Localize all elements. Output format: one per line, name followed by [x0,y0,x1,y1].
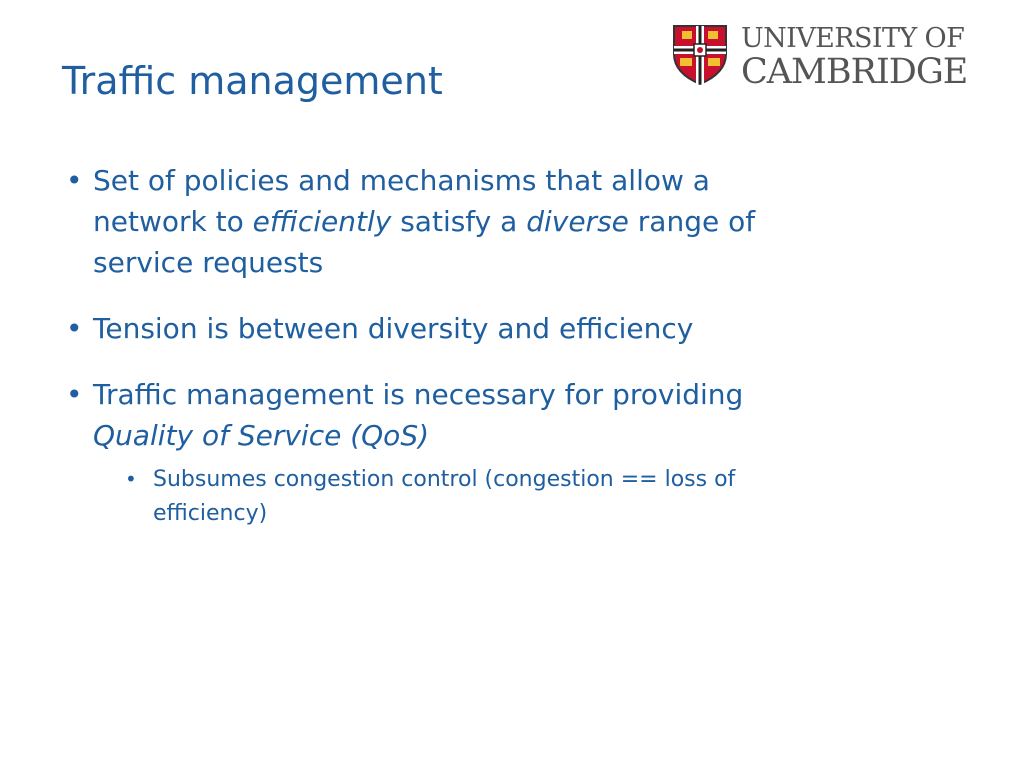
bullet-text: network to [93,205,253,238]
bullet-line [93,242,962,283]
university-logo [672,22,992,92]
slide-body [62,160,962,556]
sub-bullet-item [122,463,962,531]
logo-wordmark-line1: UNIVERSITY OF [741,23,965,54]
bullet-text: range of [628,205,756,238]
bullet-text: satisfy a [391,205,527,238]
sub-bullet-marker: • [125,467,137,491]
bullet-text: efficiency) [153,501,268,526]
emphasis-text: diverse [526,205,629,238]
university-crest-icon [672,24,728,86]
bullet-line [93,374,962,415]
bullet-line [153,497,962,531]
bullet-text: Traffic management is necessary for providing [93,378,744,411]
bullet-text: Subsumes congestion control (congestion == loss of [153,467,736,492]
bullet-line [93,308,962,349]
bullet-marker: • [66,164,83,197]
emphasis-text: efficiently [252,205,392,238]
slide-title: Traffic management [62,59,443,103]
bullet-item [62,374,962,456]
bullet-line [93,201,962,242]
bullet-line [93,415,962,456]
bullet-line [153,463,962,497]
bullet-item [62,160,962,283]
bullet-line [93,160,962,201]
bullet-text: Tension is between diversity and efficiency [93,312,694,345]
bullet-marker: • [66,312,83,345]
bullet-text: service requests [93,246,324,279]
bullet-marker: • [66,378,83,411]
bullet-text: Set of policies and mechanisms that allow a [93,164,710,197]
bullet-item [62,308,962,349]
logo-wordmark-line2: CAMBRIDGE [741,52,968,92]
emphasis-text: Quality of Service (QoS) [93,419,430,452]
